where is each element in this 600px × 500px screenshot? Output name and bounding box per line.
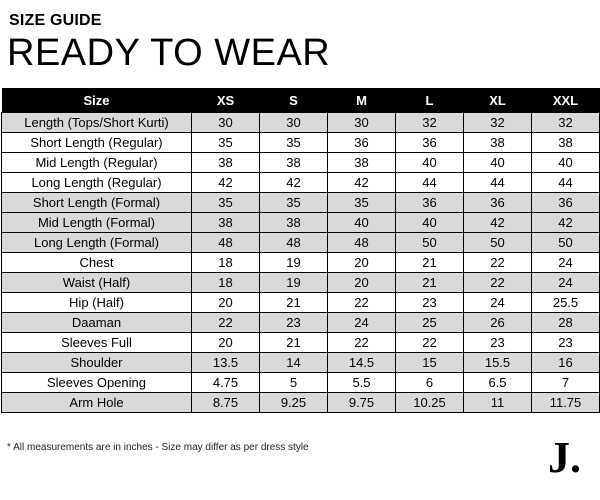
measurement-value-cell: 21 xyxy=(396,273,464,293)
measurement-value-cell: 36 xyxy=(532,193,600,213)
size-guide-label: SIZE GUIDE xyxy=(9,12,102,29)
table-row xyxy=(2,293,600,313)
measurement-value-cell: 22 xyxy=(192,313,260,333)
measurement-value-cell: 13.5 xyxy=(192,353,260,373)
measurement-value-cell: 26 xyxy=(464,313,532,333)
measurement-value-cell: 22 xyxy=(328,293,396,313)
table-row xyxy=(2,353,600,373)
table-header-row xyxy=(2,88,600,113)
measurement-value-cell: 21 xyxy=(260,333,328,353)
measurement-value-cell: 15.5 xyxy=(464,353,532,373)
measurement-value-cell: 5.5 xyxy=(328,373,396,393)
table-row xyxy=(2,393,600,413)
measurement-value-cell: 20 xyxy=(328,253,396,273)
measurement-value-cell: 25.5 xyxy=(532,293,600,313)
measurement-value-cell: 42 xyxy=(532,213,600,233)
measurement-value-cell: 38 xyxy=(260,153,328,173)
measurement-value-cell: 8.75 xyxy=(192,393,260,413)
measurement-value-cell: 23 xyxy=(396,293,464,313)
measurement-value-cell: 40 xyxy=(464,153,532,173)
measurement-value-cell: 44 xyxy=(396,173,464,193)
measurement-name-cell: Arm Hole xyxy=(2,393,192,413)
column-header: S xyxy=(260,88,328,113)
measurement-value-cell: 40 xyxy=(328,213,396,233)
column-header: M xyxy=(328,88,396,113)
measurement-name-cell: Short Length (Formal) xyxy=(2,193,192,213)
measurement-value-cell: 35 xyxy=(260,133,328,153)
measurement-value-cell: 23 xyxy=(464,333,532,353)
measurement-value-cell: 20 xyxy=(192,293,260,313)
measurement-value-cell: 22 xyxy=(464,273,532,293)
measurement-value-cell: 30 xyxy=(192,113,260,133)
measurement-value-cell: 4.75 xyxy=(192,373,260,393)
measurement-name-cell: Chest xyxy=(2,253,192,273)
measurement-value-cell: 6 xyxy=(396,373,464,393)
measurement-value-cell: 19 xyxy=(260,253,328,273)
table-row xyxy=(2,273,600,293)
measurement-value-cell: 20 xyxy=(192,333,260,353)
measurement-value-cell: 18 xyxy=(192,273,260,293)
measurement-value-cell: 48 xyxy=(260,233,328,253)
measurement-value-cell: 11.75 xyxy=(532,393,600,413)
measurement-value-cell: 19 xyxy=(260,273,328,293)
measurement-name-cell: Long Length (Formal) xyxy=(2,233,192,253)
measurement-value-cell: 38 xyxy=(328,153,396,173)
measurement-value-cell: 48 xyxy=(328,233,396,253)
column-header: Size xyxy=(2,88,192,113)
measurement-value-cell: 44 xyxy=(532,173,600,193)
measurement-name-cell: Daaman xyxy=(2,313,192,333)
measurement-value-cell: 35 xyxy=(192,133,260,153)
measurement-value-cell: 21 xyxy=(396,253,464,273)
measurement-footnote: * All measurements are in inches - Size may differ as per dress style xyxy=(7,442,309,453)
measurement-value-cell: 40 xyxy=(396,153,464,173)
measurement-value-cell: 24 xyxy=(328,313,396,333)
table-row xyxy=(2,153,600,173)
measurement-value-cell: 35 xyxy=(260,193,328,213)
table-row xyxy=(2,193,600,213)
measurement-name-cell: Length (Tops/Short Kurti) xyxy=(2,113,192,133)
measurement-name-cell: Waist (Half) xyxy=(2,273,192,293)
measurement-value-cell: 18 xyxy=(192,253,260,273)
measurement-value-cell: 48 xyxy=(192,233,260,253)
measurement-value-cell: 50 xyxy=(464,233,532,253)
measurement-value-cell: 10.25 xyxy=(396,393,464,413)
column-header: XXL xyxy=(532,88,600,113)
measurement-value-cell: 32 xyxy=(532,113,600,133)
measurement-value-cell: 28 xyxy=(532,313,600,333)
measurement-value-cell: 24 xyxy=(532,253,600,273)
measurement-value-cell: 14.5 xyxy=(328,353,396,373)
measurement-value-cell: 14 xyxy=(260,353,328,373)
measurement-value-cell: 23 xyxy=(260,313,328,333)
measurement-value-cell: 16 xyxy=(532,353,600,373)
column-header: XS xyxy=(192,88,260,113)
measurement-value-cell: 32 xyxy=(396,113,464,133)
table-row xyxy=(2,253,600,273)
measurement-value-cell: 24 xyxy=(532,273,600,293)
measurement-value-cell: 23 xyxy=(532,333,600,353)
measurement-value-cell: 36 xyxy=(464,193,532,213)
measurement-value-cell: 9.75 xyxy=(328,393,396,413)
measurement-name-cell: Long Length (Regular) xyxy=(2,173,192,193)
measurement-value-cell: 44 xyxy=(464,173,532,193)
measurement-value-cell: 42 xyxy=(464,213,532,233)
measurement-value-cell: 30 xyxy=(260,113,328,133)
measurement-value-cell: 42 xyxy=(192,173,260,193)
table-row xyxy=(2,233,600,253)
measurement-value-cell: 32 xyxy=(464,113,532,133)
measurement-name-cell: Short Length (Regular) xyxy=(2,133,192,153)
measurement-value-cell: 20 xyxy=(328,273,396,293)
brand-logo: J. xyxy=(548,433,581,482)
measurement-name-cell: Shoulder xyxy=(2,353,192,373)
measurement-value-cell: 42 xyxy=(260,173,328,193)
measurement-value-cell: 38 xyxy=(464,133,532,153)
measurement-value-cell: 7 xyxy=(532,373,600,393)
measurement-value-cell: 36 xyxy=(328,133,396,153)
measurement-value-cell: 11 xyxy=(464,393,532,413)
table-row xyxy=(2,373,600,393)
measurement-value-cell: 38 xyxy=(260,213,328,233)
table-row xyxy=(2,313,600,333)
measurement-value-cell: 42 xyxy=(328,173,396,193)
measurement-value-cell: 40 xyxy=(532,153,600,173)
column-header: XL xyxy=(464,88,532,113)
measurement-value-cell: 50 xyxy=(532,233,600,253)
table-row xyxy=(2,333,600,353)
measurement-value-cell: 15 xyxy=(396,353,464,373)
measurement-value-cell: 38 xyxy=(192,213,260,233)
table-row xyxy=(2,173,600,193)
measurement-value-cell: 30 xyxy=(328,113,396,133)
measurement-value-cell: 9.25 xyxy=(260,393,328,413)
measurement-value-cell: 40 xyxy=(396,213,464,233)
measurement-value-cell: 35 xyxy=(192,193,260,213)
measurement-value-cell: 24 xyxy=(464,293,532,313)
measurement-value-cell: 38 xyxy=(192,153,260,173)
measurement-name-cell: Mid Length (Formal) xyxy=(2,213,192,233)
measurement-name-cell: Mid Length (Regular) xyxy=(2,153,192,173)
table-body xyxy=(2,113,600,413)
measurement-value-cell: 36 xyxy=(396,133,464,153)
measurement-value-cell: 25 xyxy=(396,313,464,333)
measurement-value-cell: 21 xyxy=(260,293,328,313)
measurement-value-cell: 5 xyxy=(260,373,328,393)
column-header: L xyxy=(396,88,464,113)
measurement-value-cell: 38 xyxy=(532,133,600,153)
measurement-value-cell: 22 xyxy=(464,253,532,273)
measurement-value-cell: 22 xyxy=(328,333,396,353)
table-row xyxy=(2,133,600,153)
measurement-value-cell: 6.5 xyxy=(464,373,532,393)
page-title: READY TO WEAR xyxy=(7,32,331,74)
table-row xyxy=(2,213,600,233)
measurement-value-cell: 22 xyxy=(396,333,464,353)
measurement-name-cell: Sleeves Opening xyxy=(2,373,192,393)
measurement-value-cell: 35 xyxy=(328,193,396,213)
measurement-value-cell: 36 xyxy=(396,193,464,213)
measurement-value-cell: 50 xyxy=(396,233,464,253)
size-chart-table xyxy=(1,88,600,413)
measurement-name-cell: Hip (Half) xyxy=(2,293,192,313)
table-row xyxy=(2,113,600,133)
measurement-name-cell: Sleeves Full xyxy=(2,333,192,353)
